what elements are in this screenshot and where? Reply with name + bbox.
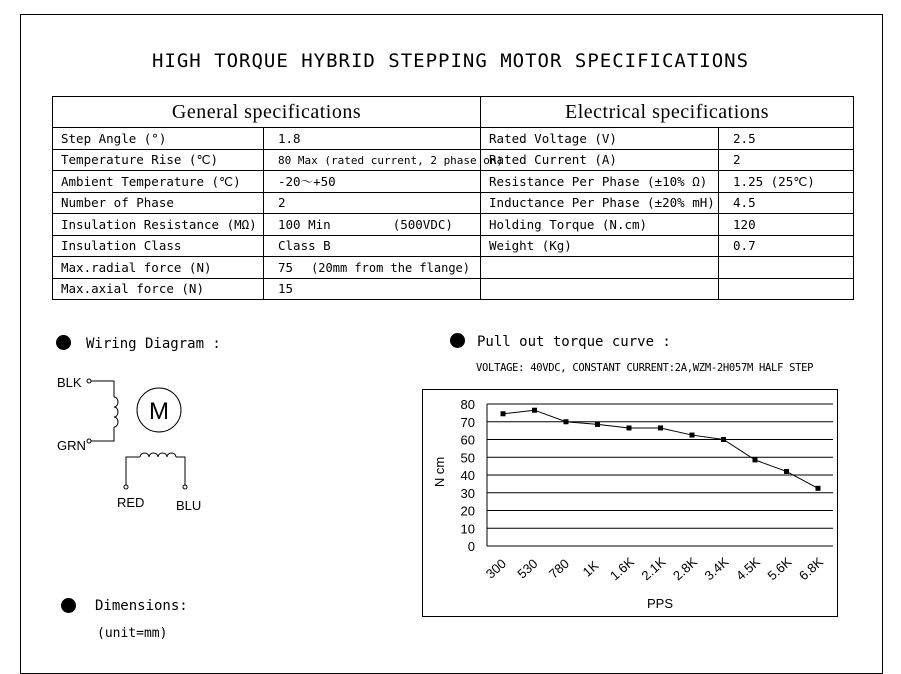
general-spec-value xyxy=(264,128,481,150)
electrical-spec-label: Inductance Per Phase (±20% mH) xyxy=(481,192,719,214)
data-point xyxy=(627,425,632,430)
y-tick-label: 40 xyxy=(460,468,475,483)
general-spec-value-text: 1.8 xyxy=(278,130,301,146)
spec-row xyxy=(53,192,854,214)
y-tick-label: 0 xyxy=(467,539,475,554)
wire-label-blu: BLU xyxy=(176,498,202,513)
electrical-spec-label: Rated Current (A) xyxy=(481,149,719,171)
terminal-blk xyxy=(87,379,91,383)
spec-row xyxy=(53,235,854,257)
electrical-spec-value: 1.25 (25℃) xyxy=(719,171,854,193)
coil-a-icon xyxy=(114,397,118,427)
electrical-spec-label: Rated Voltage (V) xyxy=(481,128,719,150)
data-point xyxy=(532,408,537,413)
coil-a-wire xyxy=(91,381,114,397)
electrical-spec-value: 2.5 xyxy=(719,128,854,150)
electrical-spec-label: Weight (Kg) xyxy=(481,235,719,257)
general-spec-note: (500VDC) xyxy=(392,216,453,232)
y-tick-label: 80 xyxy=(460,397,475,412)
general-spec-label: Max.axial force (N) xyxy=(53,278,264,300)
coil-b-wire-right xyxy=(176,457,185,485)
spec-row xyxy=(53,171,854,193)
general-spec-heading: General specifications xyxy=(53,97,481,128)
y-tick-label: 20 xyxy=(460,503,475,519)
electrical-spec-label: Holding Torque (N.cm) xyxy=(481,214,719,236)
wire-label-blk: BLK xyxy=(57,375,82,390)
coil-a-wire-lower xyxy=(91,427,114,441)
electrical-spec-value: 4.5 xyxy=(719,192,854,214)
x-tick-label: 1K xyxy=(579,557,602,580)
x-tick-label: 2.8K xyxy=(670,554,700,584)
data-point xyxy=(658,425,663,430)
electrical-spec-label xyxy=(481,257,719,279)
electrical-spec-label xyxy=(481,278,719,300)
y-tick-label: 30 xyxy=(460,485,475,501)
spec-rows xyxy=(53,128,854,300)
electrical-spec-value: 120 xyxy=(719,214,854,236)
spec-table xyxy=(52,96,854,300)
general-spec-value xyxy=(264,235,481,257)
general-spec-value-text: 15 xyxy=(278,281,294,297)
general-spec-value-text: -20～+50 xyxy=(278,174,336,190)
electrical-spec-value: 0.7 xyxy=(719,235,854,257)
data-point xyxy=(721,437,726,442)
electrical-spec-value: 2 xyxy=(719,149,854,171)
general-spec-label: Number of Phase xyxy=(53,192,264,214)
x-tick-label: 6.8K xyxy=(796,554,826,584)
data-point xyxy=(564,419,569,424)
wire-label-grn: GRN xyxy=(57,438,86,453)
spec-row xyxy=(53,149,854,171)
general-spec-label: Insulation Class xyxy=(53,235,264,257)
x-tick-label: 530 xyxy=(514,555,541,582)
electrical-spec-value xyxy=(719,257,854,279)
x-tick-label: 300 xyxy=(482,555,510,582)
wiring-heading: Wiring Diagram : xyxy=(86,336,221,352)
x-tick-label: 3.4K xyxy=(701,554,732,584)
general-spec-label: Insulation Resistance (MΩ) xyxy=(53,214,264,236)
terminal-blu xyxy=(183,485,187,489)
x-tick-label: 2.1K xyxy=(638,554,669,584)
data-point xyxy=(816,486,821,491)
general-spec-value xyxy=(264,192,481,214)
coil-b-icon xyxy=(140,453,176,457)
spec-row xyxy=(53,257,854,279)
curve-test-conditions: VOLTAGE: 40VDC, CONSTANT CURRENT:2A,WZM-2H057M HALF STEP xyxy=(476,362,814,374)
x-tick-label: 5.6K xyxy=(764,554,795,584)
dimensions-bullet xyxy=(61,598,76,613)
y-axis-label: N cm xyxy=(432,456,447,488)
x-axis-label: PPS xyxy=(646,596,674,611)
general-spec-value xyxy=(264,257,481,279)
y-tick-label: 10 xyxy=(460,521,475,537)
terminal-red xyxy=(124,485,128,489)
general-spec-value-text: 100 Min xyxy=(278,216,331,232)
dimensions-unit: (unit=mm) xyxy=(97,626,168,641)
dimensions-heading: Dimensions: xyxy=(95,598,188,614)
data-point xyxy=(595,422,600,427)
data-point xyxy=(690,433,695,438)
y-tick-label: 50 xyxy=(460,450,475,466)
data-point xyxy=(784,469,789,474)
general-spec-note: (20mm from the flange) xyxy=(311,260,471,275)
motor-symbol: M xyxy=(149,398,169,425)
x-tick-label: 780 xyxy=(545,555,573,582)
wiring-bullet xyxy=(56,335,71,350)
wire-label-red: RED xyxy=(117,495,145,510)
data-point xyxy=(501,411,506,416)
general-spec-label: Ambient Temperature (℃) xyxy=(53,171,264,193)
general-spec-value-text: 2 xyxy=(278,195,286,211)
general-spec-value xyxy=(264,149,504,171)
terminal-grn xyxy=(87,439,91,443)
curve-heading: Pull out torque curve : xyxy=(477,334,671,350)
general-spec-value xyxy=(264,171,481,193)
data-point xyxy=(753,457,758,462)
general-spec-label: Max.radial force (N) xyxy=(53,257,264,279)
y-tick-label: 60 xyxy=(460,432,475,448)
x-tick-label: 1.6K xyxy=(607,554,637,584)
general-spec-value xyxy=(264,278,481,300)
general-spec-value-text: Class B xyxy=(278,238,331,254)
electrical-spec-heading: Electrical specifications xyxy=(481,97,854,128)
spec-row xyxy=(53,278,854,300)
general-spec-label: Step Angle (°) xyxy=(53,128,264,150)
general-spec-value xyxy=(264,214,481,236)
spec-row xyxy=(53,214,854,236)
torque-chart xyxy=(422,389,838,617)
curve-bullet xyxy=(450,333,465,348)
electrical-spec-label: Resistance Per Phase (±10% Ω) xyxy=(481,171,719,193)
general-spec-label: Temperature Rise (℃) xyxy=(53,149,264,171)
general-spec-value-text: 75 xyxy=(278,259,294,275)
y-tick-label: 70 xyxy=(460,414,475,430)
spec-row xyxy=(53,128,854,150)
general-spec-value-text: 80 Max (rated current, 2 phase on) xyxy=(278,154,504,168)
wiring-diagram xyxy=(50,365,250,525)
electrical-spec-value xyxy=(719,278,854,300)
page-title: HIGH TORQUE HYBRID STEPPING MOTOR SPECIFICATIONS xyxy=(151,50,750,72)
x-tick-label: 4.5K xyxy=(733,554,763,584)
coil-b-wire-left xyxy=(126,457,140,485)
